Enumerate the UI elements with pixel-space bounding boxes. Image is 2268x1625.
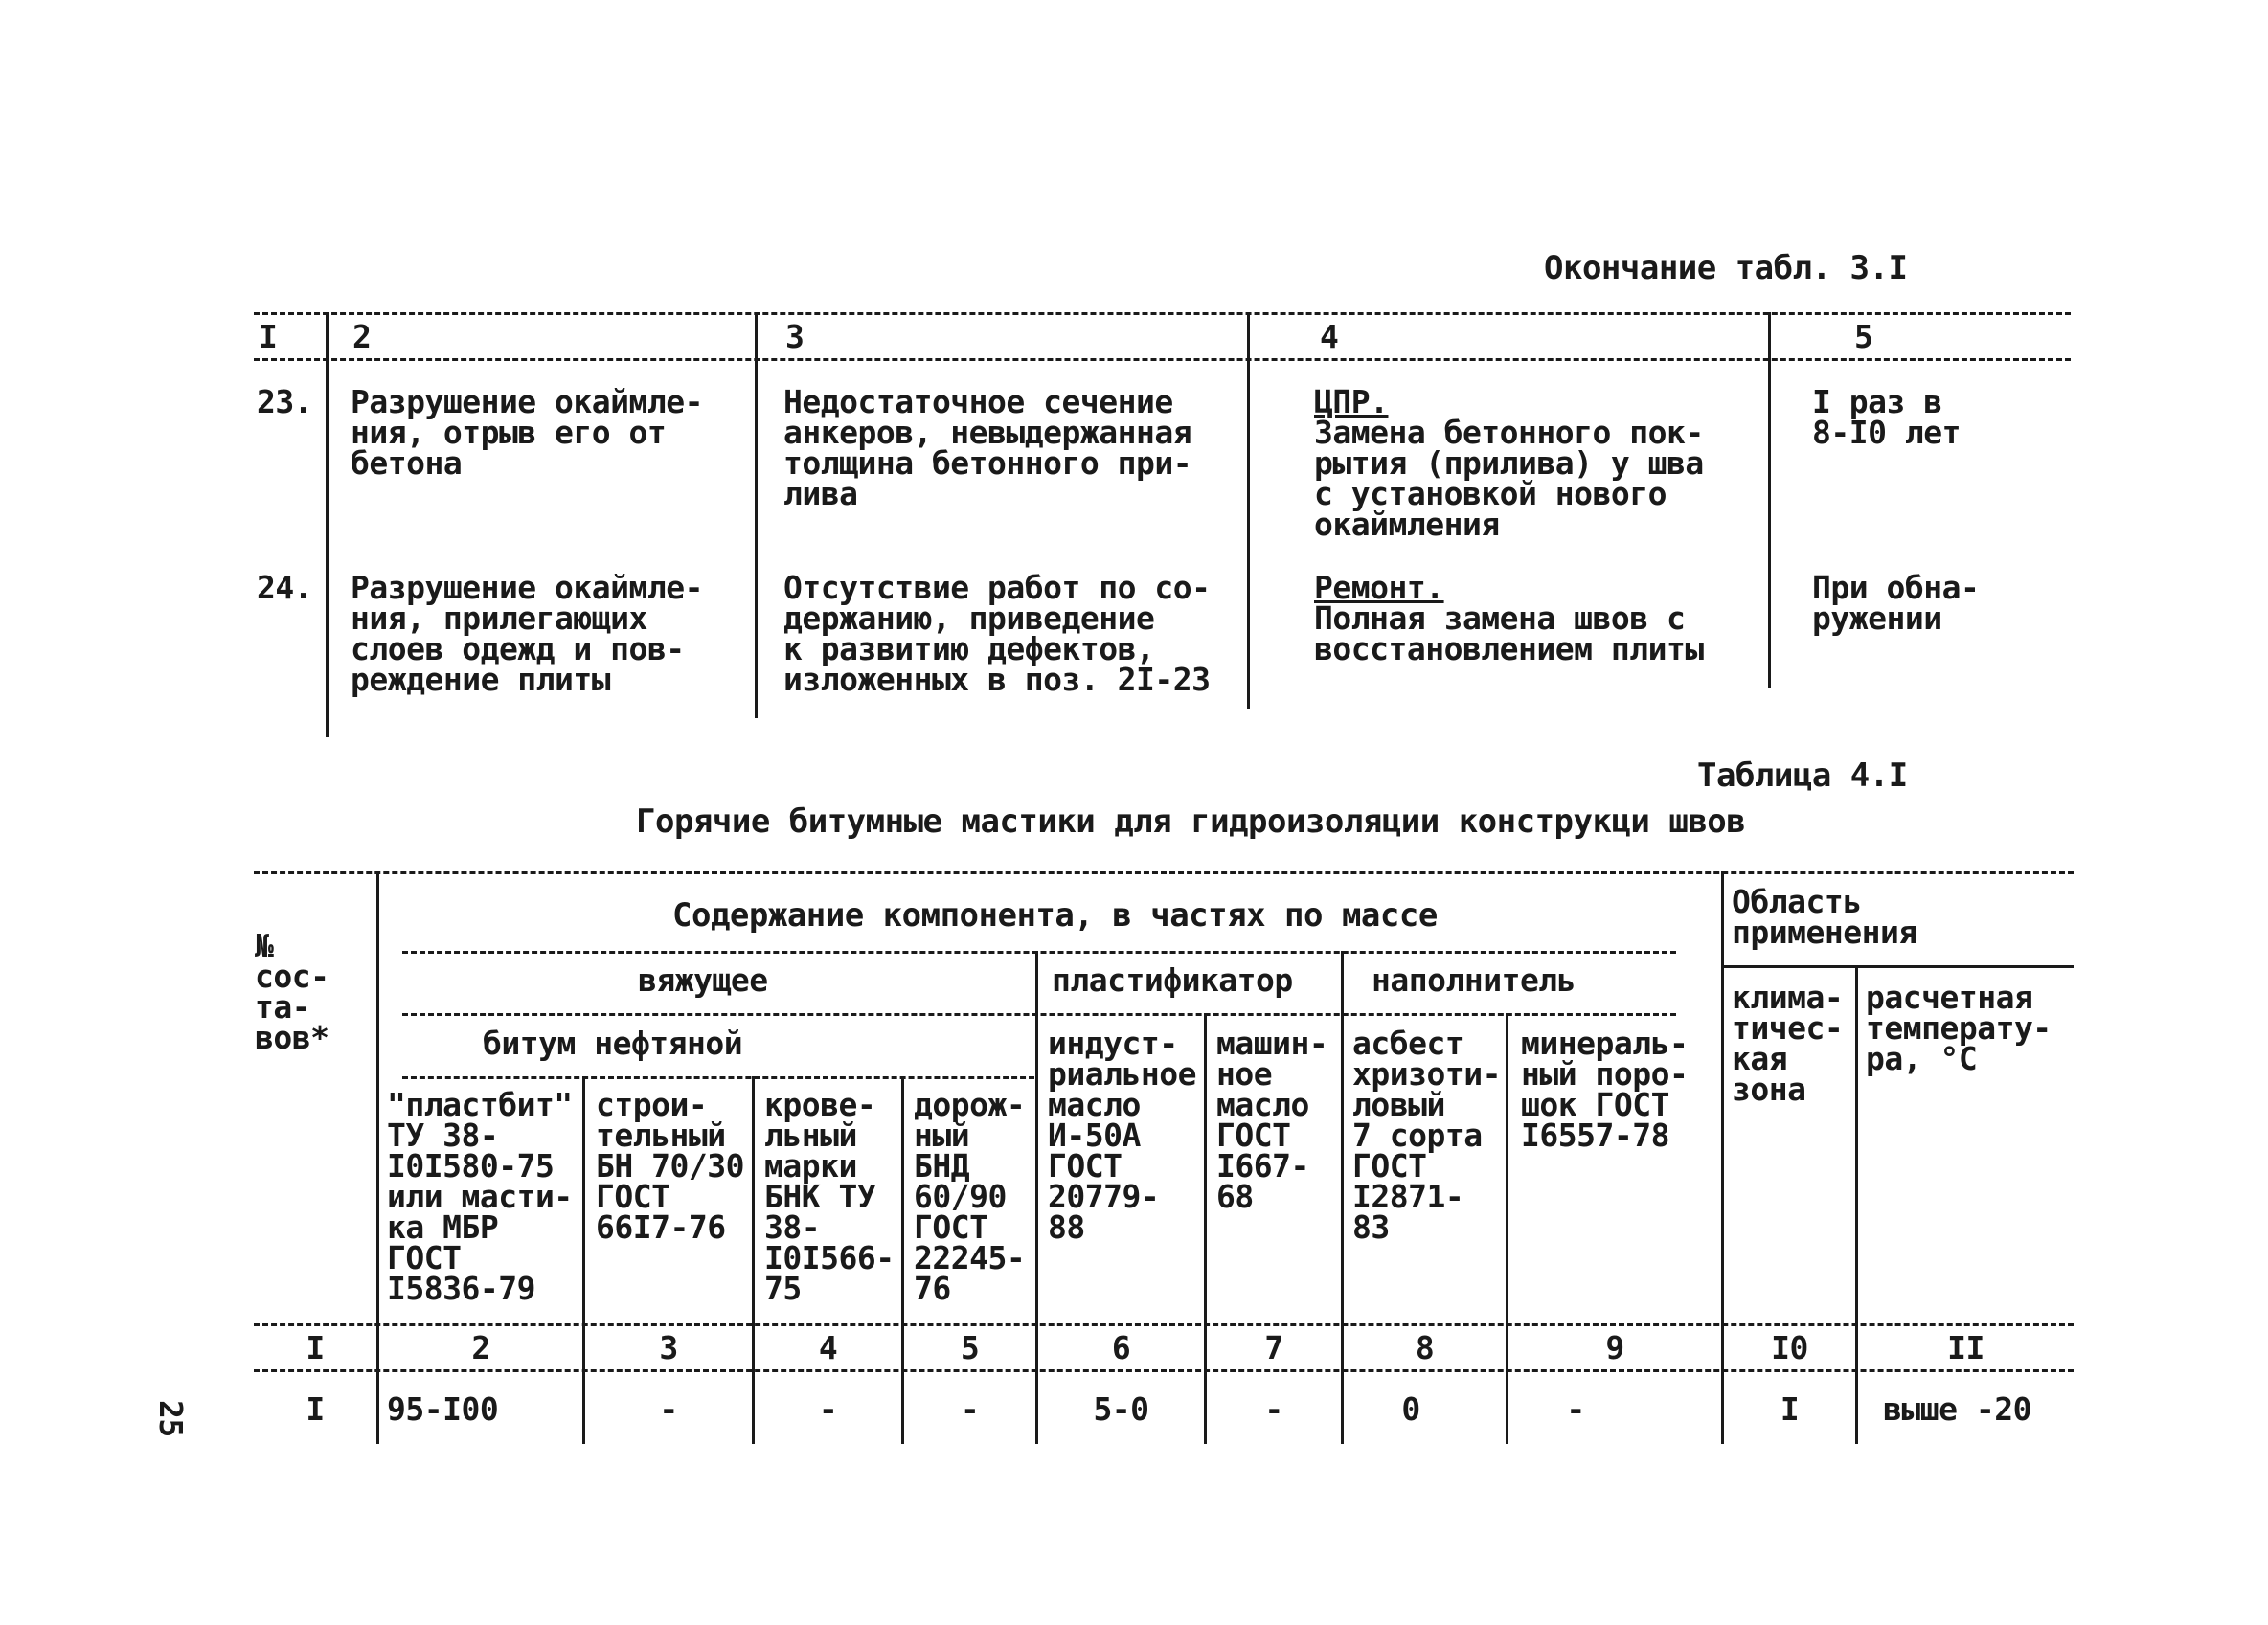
table31-vrule-1 [326, 312, 329, 737]
vrule-col6-col7 [1204, 1013, 1207, 1444]
header-bitumen: битум нефтяной [483, 1025, 743, 1062]
table41-colnum: 2 [471, 1329, 490, 1366]
header-roofing-bitumen: крове- льный марки БНК ТУ 38- I0I566- 75 [764, 1086, 895, 1307]
table41-cell: I [306, 1390, 325, 1428]
work-type: Ремонт. [1314, 569, 1444, 606]
table41-top-rule [254, 871, 2074, 874]
table41-cell: 0 [1401, 1390, 1420, 1428]
damage-text: Разрушение окаймле- ния, отрыв его от бетона [351, 383, 703, 482]
rule-bitumen-header [402, 1076, 1034, 1079]
table41-colnum: II [1947, 1329, 1984, 1366]
table41-cell: выше -20 [1883, 1390, 2031, 1428]
table41-cell: - [1566, 1390, 1585, 1428]
vrule-col8-col9 [1506, 1013, 1508, 1444]
header-plasticizer: пластификатор [1052, 961, 1293, 999]
table41-cell: 5-0 [1093, 1390, 1149, 1428]
table31-caption: Окончание табл. 3.I [1544, 249, 1908, 287]
vrule-col2-col3 [582, 1076, 585, 1444]
vrule-col3-col4 [752, 1076, 755, 1444]
table41-cell: - [1264, 1390, 1283, 1428]
rule-group-header [402, 1013, 1676, 1016]
table31-top-rule [254, 312, 2071, 315]
table41-colnum: 7 [1264, 1329, 1283, 1366]
damage-text: Разрушение окаймле- ния, прилегающих слоев одежд и пов- реждение плиты [351, 569, 703, 698]
vrule-binder-plasticizer [1035, 951, 1038, 1444]
page-number: 25 [152, 1400, 190, 1437]
header-machine-oil: машин- ное масло ГОСТ I667- 68 [1216, 1025, 1328, 1215]
table41-title: Горячие битумные мастики для гидроизоляции конструкци швов [636, 802, 1746, 841]
table31-colnum: 2 [352, 318, 372, 355]
work-text: Замена бетонного пок- рытия (прилива) у шва с установкой нового окаймления [1314, 414, 1704, 543]
table41-colnum: 3 [659, 1329, 678, 1366]
table41-cell: - [659, 1390, 678, 1428]
frequency-text: I раз в 8-I0 лет [1812, 383, 1961, 451]
table41-cell: - [960, 1390, 980, 1428]
rule-content-header [402, 951, 1676, 954]
header-asbestos: асбест хризоти- ловый 7 сорта ГОСТ I2871- 83 [1352, 1025, 1501, 1246]
table41-colnum: 5 [960, 1329, 980, 1366]
frequency-text: При обна- ружении [1812, 569, 1980, 637]
table41-colnum: I0 [1771, 1329, 1808, 1366]
table31-colnum: 3 [785, 318, 805, 355]
table41-colnum: 6 [1111, 1329, 1131, 1366]
table41-colnum: 4 [818, 1329, 838, 1366]
table41-header-bottom-rule [254, 1323, 2074, 1326]
header-design-temperature: расчетная температу- ра, °C [1866, 979, 2052, 1077]
table31-vrule-3 [1247, 312, 1250, 709]
table41-cell: - [818, 1390, 838, 1428]
vrule-col4-col5 [901, 1076, 904, 1444]
table31-colnum: 4 [1320, 318, 1339, 355]
table31-colnum: 5 [1854, 318, 1873, 355]
table31-vrule-2 [755, 312, 758, 718]
header-construction-bitumen: строи- тельный БН 70/30 ГОСТ 66I7-76 [596, 1086, 744, 1246]
header-road-bitumen: дорож- ный БНД 60/90 ГОСТ 22245- 76 [914, 1086, 1026, 1307]
table31-vrule-4 [1768, 312, 1771, 688]
header-industrial-oil: индуст- риальное масло И-50А ГОСТ 20779- 88 [1048, 1025, 1196, 1246]
work-text: Полная замена швов с восстановлением плиты [1314, 599, 1704, 667]
header-plastbit: "пластбит" ТУ 38- I0I580-75 или масти- ка МБР ГОСТ I5836-79 [387, 1086, 573, 1307]
table41-label: Таблица 4.I [1697, 756, 1908, 795]
table41-colnum-rule [254, 1369, 2074, 1372]
work-type: ЦПР. [1314, 383, 1389, 420]
rule-area-header [1724, 965, 2074, 968]
table41-colnum: 8 [1415, 1329, 1435, 1366]
header-mineral-powder: минераль- ный поро- шок ГОСТ I6557-78 [1521, 1025, 1689, 1154]
vrule-plasticizer-filler [1341, 951, 1344, 1444]
header-filler: наполнитель [1372, 961, 1576, 999]
header-binder: вяжущее [638, 961, 768, 999]
header-content: Содержание компонента, в частях по массе [672, 896, 1438, 935]
row-number: 24. [257, 569, 313, 606]
header-application-area: Область применения [1732, 883, 1917, 951]
table41-colnum: I [306, 1329, 325, 1366]
table41-colnum: 9 [1605, 1329, 1624, 1366]
header-climate-zone: клима- тичес- кая зона [1732, 979, 1844, 1108]
row-number: 23. [257, 383, 313, 420]
table41-cell: I [1780, 1390, 1800, 1428]
cause-text: Отсутствие работ по со- держанию, приведение к развитию дефектов, изложенных в поз. 2I-23 [783, 569, 1211, 698]
table31-colnum: I [259, 318, 278, 355]
vrule-col10-col11 [1855, 965, 1858, 1444]
table41-cell: 95-I00 [387, 1390, 499, 1428]
table31-header-rule [254, 358, 2071, 361]
cause-text: Недостаточное сечение анкеров, невыдержанная толщина бетонного при- лива [783, 383, 1192, 512]
header-composition-number: № сос- та- вов* [255, 927, 329, 1056]
